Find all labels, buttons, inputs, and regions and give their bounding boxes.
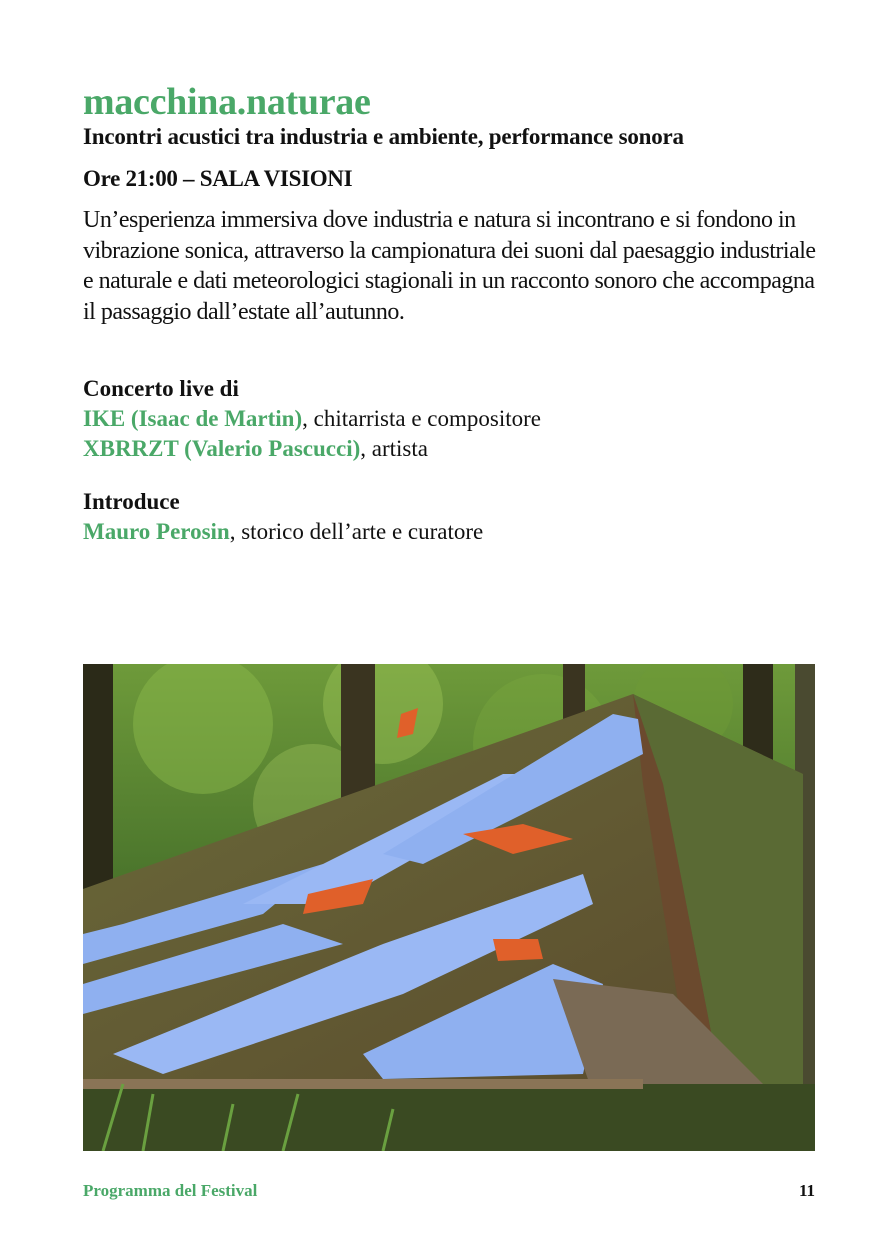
- concert-heading: Concerto live di: [83, 376, 239, 401]
- performer-role: , artista: [360, 436, 428, 461]
- concert-credits: [83, 374, 541, 464]
- event-title: macchina.naturae: [83, 81, 371, 123]
- intro-heading: Introduce: [83, 489, 180, 514]
- page-number: 11: [798, 1181, 815, 1200]
- performer-line: [83, 434, 541, 464]
- performer-line: [83, 404, 541, 434]
- presenter-line: [83, 517, 483, 547]
- event-description: Un’esperienza immersiva dove industria e natura si incontrano e si fondono in vibrazione sonica, attraverso la campionatura dei suoni dal paesaggio industriale e naturale e dati meteorologici stagionali in un racconto sonoro che accompagna il passaggio dall’estate all’autunno.: [83, 207, 816, 325]
- event-time-venue: Ore 21:00 – SALA VISIONI: [83, 166, 353, 191]
- presenter-role: , storico dell’arte e curatore: [229, 519, 484, 544]
- sculpture-photo-illustration: [83, 664, 815, 1151]
- performer-name: IKE (Isaac de Martin): [83, 406, 303, 431]
- performer-role: , chitarrista e compositore: [302, 406, 541, 431]
- event-photo: [83, 664, 815, 1151]
- footer-section-title: Programma del Festival: [83, 1181, 258, 1200]
- intro-credits: [83, 487, 483, 547]
- performer-name: XBRRZT (Valerio Pascucci): [83, 436, 361, 461]
- event-subtitle: Incontri acustici tra industria e ambiente, performance sonora: [83, 124, 684, 149]
- presenter-name: Mauro Perosin: [83, 519, 230, 544]
